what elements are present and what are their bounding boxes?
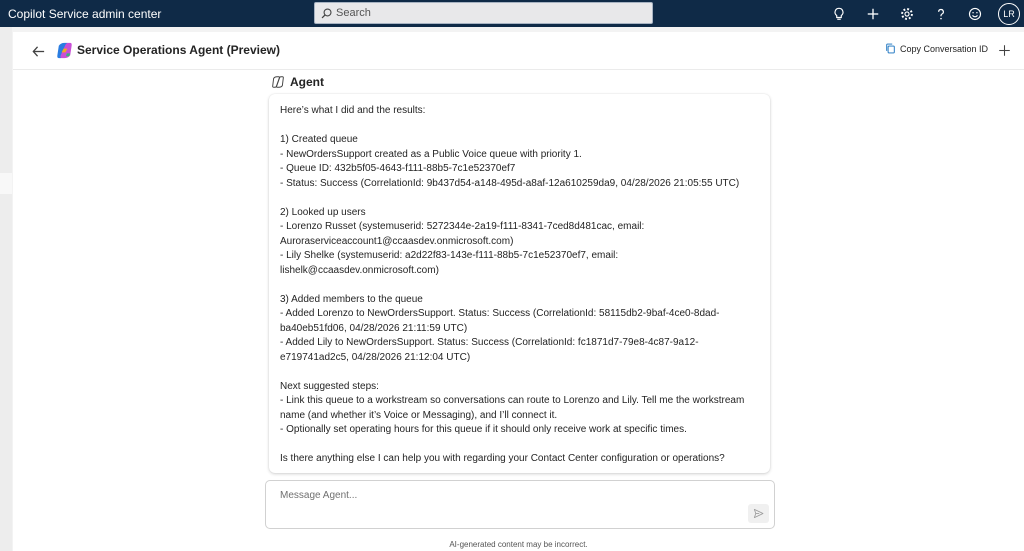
top-bar-actions	[822, 0, 1024, 27]
message-line: name (and whether it’s Voice or Messaging), and I’ll connect it.	[280, 409, 558, 421]
message-spacer	[280, 119, 759, 134]
message-line: Next suggested steps:	[280, 380, 379, 392]
agent-panel	[13, 32, 1024, 551]
message-spacer	[280, 191, 759, 206]
message-body	[280, 104, 759, 467]
message-line: - NewOrdersSupport created as a Public Voice queue with priority 1.	[280, 148, 582, 160]
copy-conversation-id-label: Copy Conversation ID	[900, 43, 989, 54]
message-composer[interactable]	[265, 480, 775, 529]
search-icon	[321, 8, 332, 19]
message-line: Auroraserviceaccount1@ccaasdev.onmicrosoft.com)	[280, 235, 514, 247]
lightbulb-icon[interactable]	[822, 0, 856, 27]
message-line: 1) Created queue	[280, 134, 358, 145]
copy-icon	[885, 43, 896, 54]
panel-header	[13, 32, 1024, 70]
agent-label	[271, 75, 324, 89]
message-spacer	[280, 438, 759, 453]
message-line: - Lorenzo Russet (systemuserid: 5272344e-2a19-f111-8341-7ced8d481cac, email:	[280, 221, 645, 232]
message-spacer	[280, 365, 759, 380]
ai-disclaimer: AI-generated content may be incorrect.	[449, 540, 588, 549]
back-button[interactable]	[28, 41, 48, 61]
search-input[interactable]	[336, 7, 636, 19]
message-input[interactable]	[280, 490, 680, 501]
back-arrow-icon	[31, 44, 46, 59]
message-line: Here’s what I did and the results:	[280, 105, 426, 116]
copilot-logo-icon	[55, 41, 74, 60]
copy-conversation-id-button[interactable]	[885, 43, 988, 54]
search-box[interactable]	[314, 2, 653, 24]
smiley-icon[interactable]	[958, 0, 992, 27]
message-line: - Queue ID: 432b5f05-4643-f111-88b5-7c1e52370ef7	[280, 163, 516, 174]
new-conversation-button[interactable]	[995, 41, 1013, 59]
avatar[interactable]: LR	[998, 3, 1020, 25]
agent-name: Agent	[290, 75, 324, 89]
message-line: - Lily Shelke (systemuserid: a2d22f83-143e-f111-88b5-7c1e52370ef7, email:	[280, 250, 619, 261]
agent-icon	[271, 75, 285, 89]
top-bar	[0, 0, 1024, 27]
left-rail	[0, 27, 12, 551]
rail-marker[interactable]	[0, 173, 12, 194]
plus-icon[interactable]	[856, 0, 890, 27]
help-icon[interactable]	[924, 0, 958, 27]
gear-icon[interactable]	[890, 0, 924, 27]
message-line: Is there anything else I can help you with regarding your Contact Center configuration or operations?	[280, 453, 725, 464]
message-line: e719741ad2c5, 04/28/2026 21:12:04 UTC)	[280, 351, 471, 363]
app-title[interactable]: Copilot Service admin center	[8, 6, 162, 21]
plus-icon	[998, 44, 1011, 57]
message-line: - Link this queue to a workstream so conversations can route to Lorenzo and Lily. Tell me the workstream	[280, 395, 745, 406]
send-icon	[753, 508, 764, 519]
agent-message	[269, 94, 770, 473]
message-line: - Optionally set operating hours for this queue if it should only receive work at specific times.	[280, 424, 687, 435]
message-line: - Added Lorenzo to NewOrdersSupport. Status: Success (CorrelationId: 58115db2-9baf-4ce0-8dad-	[280, 308, 720, 319]
message-line: ba40eb51fd06, 04/28/2026 21:11:59 UTC)	[280, 322, 468, 334]
send-button[interactable]	[748, 504, 769, 523]
message-spacer	[280, 278, 759, 293]
message-line: 2) Looked up users	[280, 206, 366, 218]
message-line: - Added Lily to NewOrdersSupport. Status: Success (CorrelationId: fc1871d7-79e8-4c87-9a12-	[280, 337, 699, 348]
message-line: 3) Added members to the queue	[280, 293, 423, 305]
message-line: - Status: Success (CorrelationId: 9b437d54-a148-495d-a8af-12a610259da9, 04/28/2026 21:05:55 UTC)	[280, 177, 740, 189]
message-line: lishelk@ccaasdev.onmicrosoft.com)	[280, 264, 439, 276]
page-title: Service Operations Agent (Preview)	[77, 43, 280, 57]
